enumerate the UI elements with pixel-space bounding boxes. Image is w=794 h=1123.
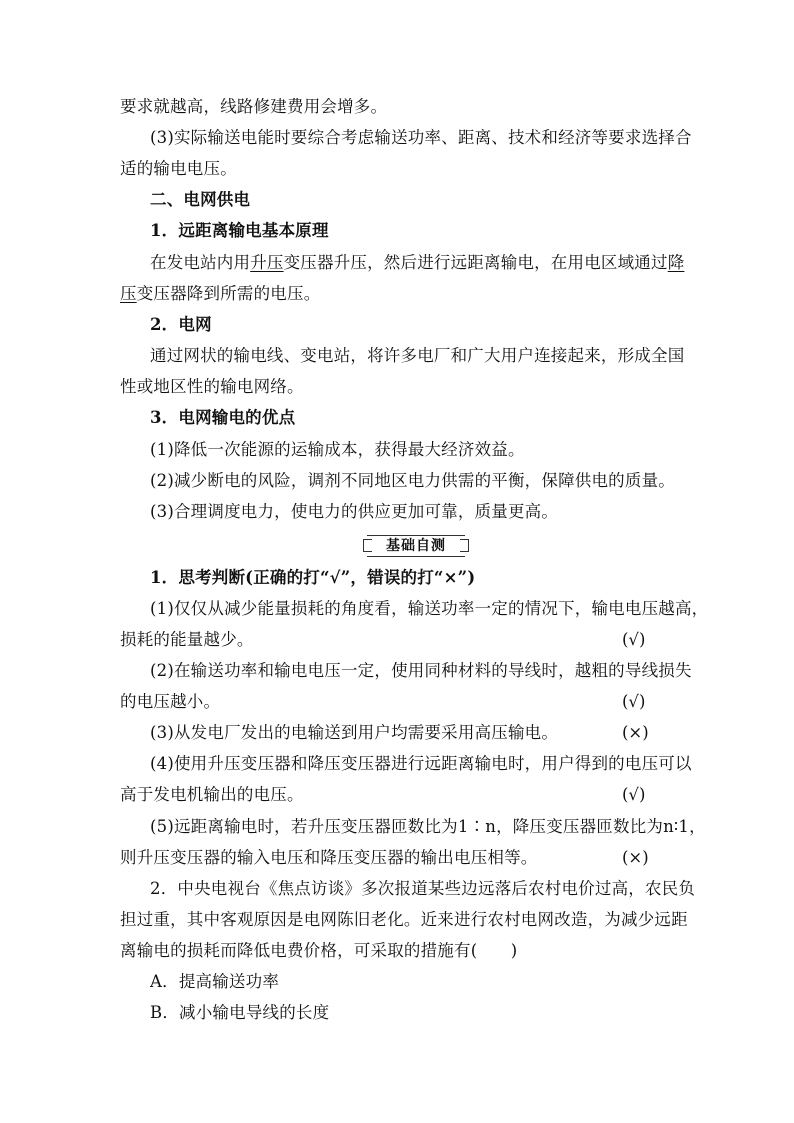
answer-mark: (×) (622, 848, 649, 867)
question-title: 1．思考判断(正确的打“√”，错误的打“×”) (150, 568, 476, 587)
quiz-item: 高于发电机输出的电压。 (120, 785, 304, 804)
section-label-box (367, 535, 465, 557)
underlined-term: 压 (120, 284, 137, 303)
paragraph-line: (3)实际输送电能时要综合考虑输送功率、距离、技术和经济等要求选择合 (150, 128, 692, 147)
option-b: B．减小输电导线的长度 (150, 1003, 330, 1022)
question-text: 担过重，其中客观原因是电网陈旧老化。近来进行农村电网改造，为减少远距 (120, 910, 688, 929)
list-item: (3)合理调度电力，使电力的供应更加可靠，质量更高。 (150, 502, 559, 521)
quiz-item: (4)使用升压变压器和降压变压器进行远距离输电时，用户得到的电压可以 (150, 754, 692, 773)
answer-mark: (√) (622, 785, 646, 804)
answer-mark: (√) (622, 692, 646, 711)
quiz-item: 的电压越小。 (120, 692, 221, 711)
paragraph-line (120, 283, 794, 305)
answer-mark: (√) (622, 630, 646, 649)
text-run: 变压器升压，然后进行远距离输电，在用电区域通过 (283, 253, 668, 272)
text-run: 在发电站内用 (150, 253, 251, 272)
quiz-item: 损耗的能量越少。 (120, 630, 254, 649)
list-item: (2)减少断电的风险，调剂不同地区电力供需的平衡，保障供电的质量。 (150, 471, 675, 490)
paragraph-line (150, 252, 794, 274)
paragraph-line: 性或地区性的输电网络。 (120, 377, 304, 396)
subheading: 2．电网 (150, 315, 212, 334)
list-item: (1)降低一次能源的运输成本，获得最大经济效益。 (150, 440, 525, 459)
paragraph-line: 要求就越高，线路修建费用会增多。 (120, 97, 388, 116)
option-a: A．提高输送功率 (150, 972, 280, 991)
quiz-item: 则升压变压器的输入电压和降压变压器的输出电压相等。 (120, 848, 538, 867)
quiz-item: (2)在输送功率和输电电压一定，使用同种材料的导线时，越粗的导线损失 (150, 661, 692, 680)
quiz-item: (1)仅仅从减少能量损耗的角度看，输送功率一定的情况下，输电电压越高， (150, 599, 709, 618)
quiz-item: (5)远距离输电时，若升压变压器匝数比为1∶n，降压变压器匝数比为n∶1， (150, 817, 706, 836)
paragraph-line: 适的输电电压。 (120, 159, 237, 178)
section-heading: 二、电网供电 (150, 190, 251, 209)
underlined-term: 升压 (250, 253, 284, 272)
answer-mark: (×) (622, 723, 649, 742)
paragraph-line: 通过网状的输电线、变电站，将许多电厂和广大用户连接起来，形成全国 (150, 346, 685, 365)
quiz-item: (3)从发电厂发出的电输送到用户均需要采用高压输电。 (150, 723, 559, 742)
underlined-term: 降 (667, 253, 685, 272)
question-text: 2．中央电视台《焦点访谈》多次报道某些边远落后农村电价过高，农民负 (150, 879, 696, 898)
question-text: 离输电的损耗而降低电费价格，可采取的措施有( ) (120, 941, 518, 960)
section-label: 基础自测 (377, 536, 455, 556)
text-run: 变压器降到所需的电压。 (136, 284, 321, 303)
subheading: 1．远距离输电基本原理 (150, 221, 329, 240)
subheading: 3．电网输电的优点 (150, 408, 296, 427)
